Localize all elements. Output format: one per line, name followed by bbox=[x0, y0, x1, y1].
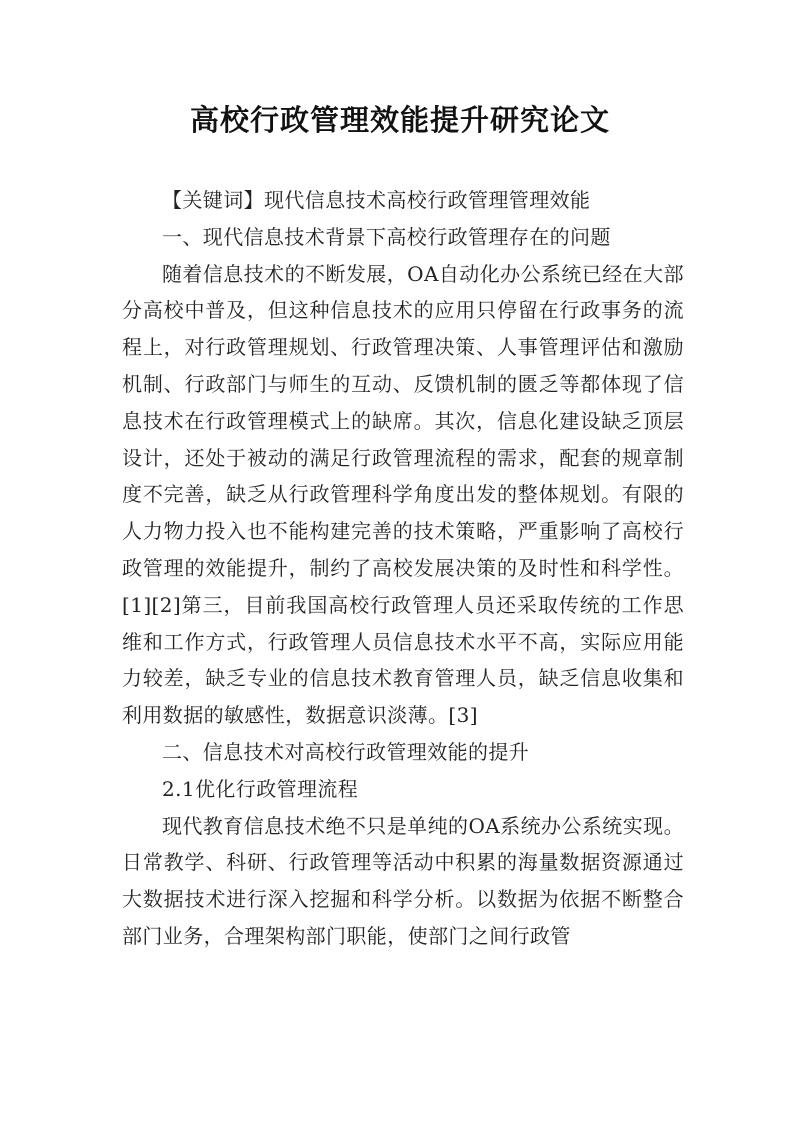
document-body bbox=[122, 182, 684, 955]
section-heading-1: 一、现代信息技术背景下高校行政管理存在的问题 bbox=[162, 224, 611, 249]
section-heading-2: 二、信息技术对高校行政管理效能的提升 bbox=[162, 739, 530, 764]
body-paragraph: 随着信息技术的不断发展，OA自动化办公系统已经在大部分高校中普及，但这种信息技术的应用只停留在行政事务的流程上，对行政管理规划、行政管理决策、人事管理评估和激励机制、行政部门与师生的互动、反馈机制的匮乏等都体现了信息技术在行政管理模式上的缺席。其次，信息化建设缺乏顶层设计，还处于被动的满足行政管理流程的需求，配套的规章制度不完善，缺乏从行政管理科学角度出发的整体规划。有限的人力物力投入也不能构建完善的技术策略，严重影响了高校行政管理的效能提升，制约了高校发展决策的及时性和科学性。[1][2]第三，目前我国高校行政管理人员还采取传统的工作思维和工作方式，行政管理人员信息技术水平不高，实际应用能力较差，缺乏专业的信息技术教育管理人员，缺乏信息收集和利用数据的敏感性，数据意识淡薄。[3] bbox=[122, 261, 684, 728]
page-title: 高校行政管理效能提升研究论文 bbox=[189, 103, 610, 137]
subsection-heading-2-1: 2.1优化行政管理流程 bbox=[162, 776, 359, 801]
body-paragraph: 现代教育信息技术绝不只是单纯的OA系统办公系统实现。日常教学、科研、行政管理等活动中积累的海量数据资源通过大数据技术进行深入挖掘和科学分析。以数据为依据不断整合部门业务，合理架构部门职能，使部门之间行政管 bbox=[122, 813, 684, 948]
keywords-paragraph: 【关键词】现代信息技术高校行政管理管理效能 bbox=[162, 188, 591, 212]
